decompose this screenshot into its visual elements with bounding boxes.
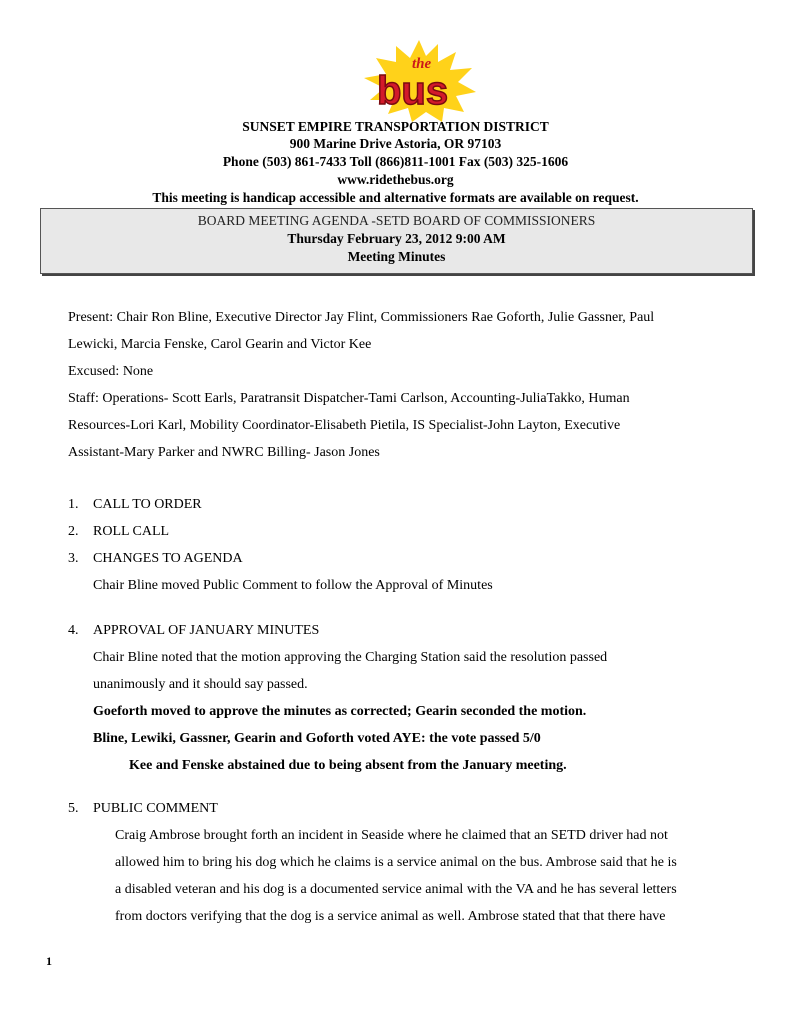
item-5-text-2: allowed him to bring his dog which he claims is a service animal on the bus. Ambrose said that he is [115,855,677,870]
excused-line: Excused: None [68,364,154,379]
staff-line-1: Staff: Operations- Scott Earls, Paratransit Dispatcher-Tami Carlson, Accounting-JuliaTakko, Human [68,391,630,406]
item-4-vote: Bline, Lewiki, Gassner, Gearin and Goforth voted AYE: the vote passed 5/0 [93,731,541,746]
banner-date: Thursday February 23, 2012 9:00 AM [287,231,506,246]
item-4-number: 4. [68,623,79,638]
item-2-number: 2. [68,524,79,539]
item-1-number: 1. [68,497,79,512]
item-4-text-1: Chair Bline noted that the motion approving the Charging Station said the resolution passed [93,650,608,665]
item-3-label: CHANGES TO AGENDA [93,551,243,566]
item-5-text-1: Craig Ambrose brought forth an incident in Seaside where he claimed that an SETD driver had not [115,828,668,843]
banner-title: BOARD MEETING AGENDA -SETD BOARD OF COMMISSIONERS [197,213,596,228]
org-website: www.ridethebus.org [337,172,454,187]
present-line-1: Present: Chair Ron Bline, Executive Director Jay Flint, Commissioners Rae Goforth, Julie Gassner, Paul [68,310,655,325]
logo-bus: bus [377,69,449,113]
item-5-text-3: a disabled veteran and his dog is a documented service animal with the VA and he has several letters [115,882,677,897]
present-line-2: Lewicki, Marcia Fenske, Carol Gearin and Victor Kee [68,337,372,352]
item-5-number: 5. [68,801,79,816]
item-5-label: PUBLIC COMMENT [93,801,218,816]
agenda-banner [40,208,753,274]
item-4-label: APPROVAL OF JANUARY MINUTES [93,623,320,638]
org-address: 900 Marine Drive Astoria, OR 97103 [289,136,502,151]
logo-the: the [412,56,432,72]
item-1-label: CALL TO ORDER [93,497,202,512]
item-5-text-4: from doctors verifying that the dog is a service animal as well. Ambrose stated that that there have [115,909,666,924]
staff-line-2: Resources-Lori Karl, Mobility Coordinator-Elisabeth Pietila, IS Specialist-John Layton, Executive [68,418,621,433]
item-4-abstain: Kee and Fenske abstained due to being absent from the January meeting. [129,758,567,773]
org-name: SUNSET EMPIRE TRANSPORTATION DISTRICT [242,119,549,134]
item-2-label: ROLL CALL [93,524,170,539]
item-3-text: Chair Bline moved Public Comment to follow the Approval of Minutes [93,578,493,593]
banner-subtitle: Meeting Minutes [347,249,446,264]
accessibility-note: This meeting is handicap accessible and alternative formats are available on request. [152,190,639,205]
item-3-number: 3. [68,551,79,566]
staff-line-3: Assistant-Mary Parker and NWRC Billing- Jason Jones [68,445,380,460]
item-4-text-2: unanimously and it should say passed. [93,677,308,692]
page-number: 1 [46,954,52,968]
item-4-motion: Goeforth moved to approve the minutes as corrected; Gearin seconded the motion. [93,704,587,719]
the-bus-logo [360,38,478,122]
org-phone: Phone (503) 861-7433 Toll (866)811-1001 Fax (503) 325-1606 [222,154,569,169]
